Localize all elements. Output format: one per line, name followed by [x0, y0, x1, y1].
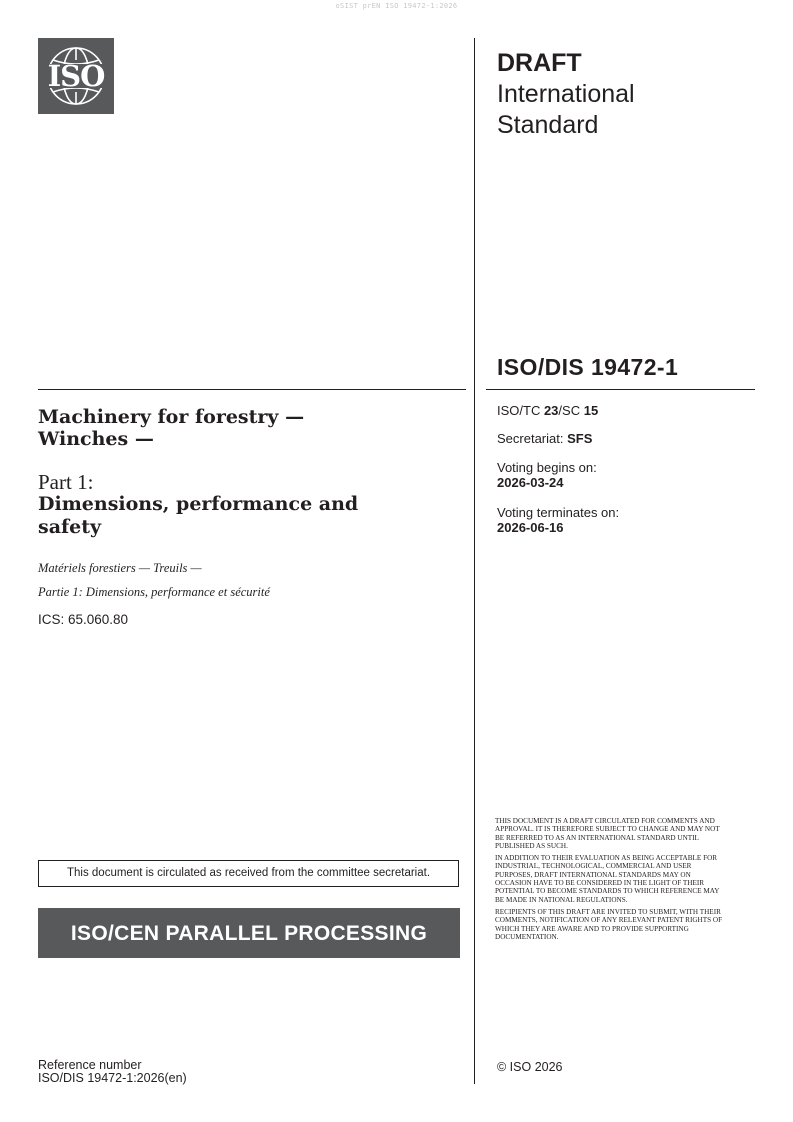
disclaimer-paragraph: IN ADDITION TO THEIR EVALUATION AS BEING ACCEPTABLE FOR INDUSTRIAL, TECHNOLOGICAL, COMMERCIAL AND USER PURPOSES, DRAFT INTERNATIONAL STANDARDS MAY ON OCCASION HAVE TO BE CONSIDERED IN THE LIGHT OF THEIR POTENTIAL TO BECOME STANDARDS TO WHICH REFERENCE MAY BE MADE IN NATIONAL REGULATIONS.: [495, 854, 720, 904]
ics-code: ICS: 65.060.80: [38, 612, 129, 627]
part-title-line-2: safety: [38, 516, 102, 538]
column-divider: [474, 38, 475, 1084]
disclaimer-paragraph: THIS DOCUMENT IS A DRAFT CIRCULATED FOR COMMENTS AND APPROVAL. IT IS THEREFORE SUBJECT TO CHANGE AND MAY NOT BE REFERRED TO AS AN INTERNATIONAL STANDARD UNTIL PUBLISHED AS SUCH.: [495, 817, 720, 850]
voting-begins: [497, 460, 597, 490]
copyright-notice: © ISO 2026: [497, 1060, 563, 1074]
circulation-notice: This document is circulated as received from the committee secretariat.: [38, 860, 459, 887]
doc-type-draft: DRAFT: [497, 49, 582, 77]
sc-prefix: /SC: [558, 403, 584, 418]
title-rule-left: [38, 389, 466, 390]
secretariat-label: Secretariat:: [497, 431, 568, 446]
part-label: Part 1:: [38, 470, 94, 494]
document-watermark: oSIST prEN ISO 19472-1:2026: [335, 2, 458, 10]
main-title-line-2: Winches —: [38, 428, 154, 450]
voting-terminates-date: 2026-06-16: [497, 520, 564, 535]
reference-number: [38, 1059, 187, 1085]
french-title: Matériels forestiers — Treuils —: [38, 561, 202, 575]
document-type: [497, 48, 757, 141]
reference-label: Reference number: [38, 1058, 142, 1072]
title-rule-right: [486, 389, 755, 390]
doc-type-standard: Standard: [497, 111, 599, 139]
document-number: ISO/DIS 19472-1: [497, 354, 679, 380]
parallel-processing-banner: ISO/CEN PARALLEL PROCESSING: [38, 908, 460, 958]
main-title-line-1: Machinery for forestry —: [38, 406, 305, 428]
secretariat: [497, 431, 592, 446]
voting-terminates: [497, 505, 619, 535]
tc-number: 23: [543, 403, 559, 418]
draft-disclaimer: [495, 817, 725, 945]
secretariat-value: SFS: [567, 431, 593, 446]
french-part-title: Partie 1: Dimensions, performance et sécurité: [38, 585, 270, 599]
disclaimer-paragraph: RECIPIENTS OF THIS DRAFT ARE INVITED TO SUBMIT, WITH THEIR COMMENTS, NOTIFICATION OF ANY RELEVANT PATENT RIGHTS OF WHICH THEY ARE AWARE AND TO PROVIDE SUPPORTING DOCUMENTATION.: [495, 907, 723, 941]
logo-text: ISO: [47, 59, 105, 93]
committee-reference: [497, 403, 598, 418]
part-title-line-1: Dimensions, performance and: [38, 493, 359, 515]
part-title: [38, 493, 458, 539]
doc-type-international: International: [497, 80, 635, 108]
voting-begins-date: 2026-03-24: [497, 475, 564, 490]
reference-value: ISO/DIS 19472-1:2026(en): [38, 1071, 187, 1085]
voting-begins-label: Voting begins on:: [497, 460, 597, 475]
iso-globe-logo-icon: [38, 38, 114, 114]
sc-number: 15: [583, 403, 599, 418]
tc-prefix: ISO/TC: [497, 403, 544, 418]
voting-terminates-label: Voting terminates on:: [497, 505, 620, 520]
main-title: [38, 406, 458, 450]
